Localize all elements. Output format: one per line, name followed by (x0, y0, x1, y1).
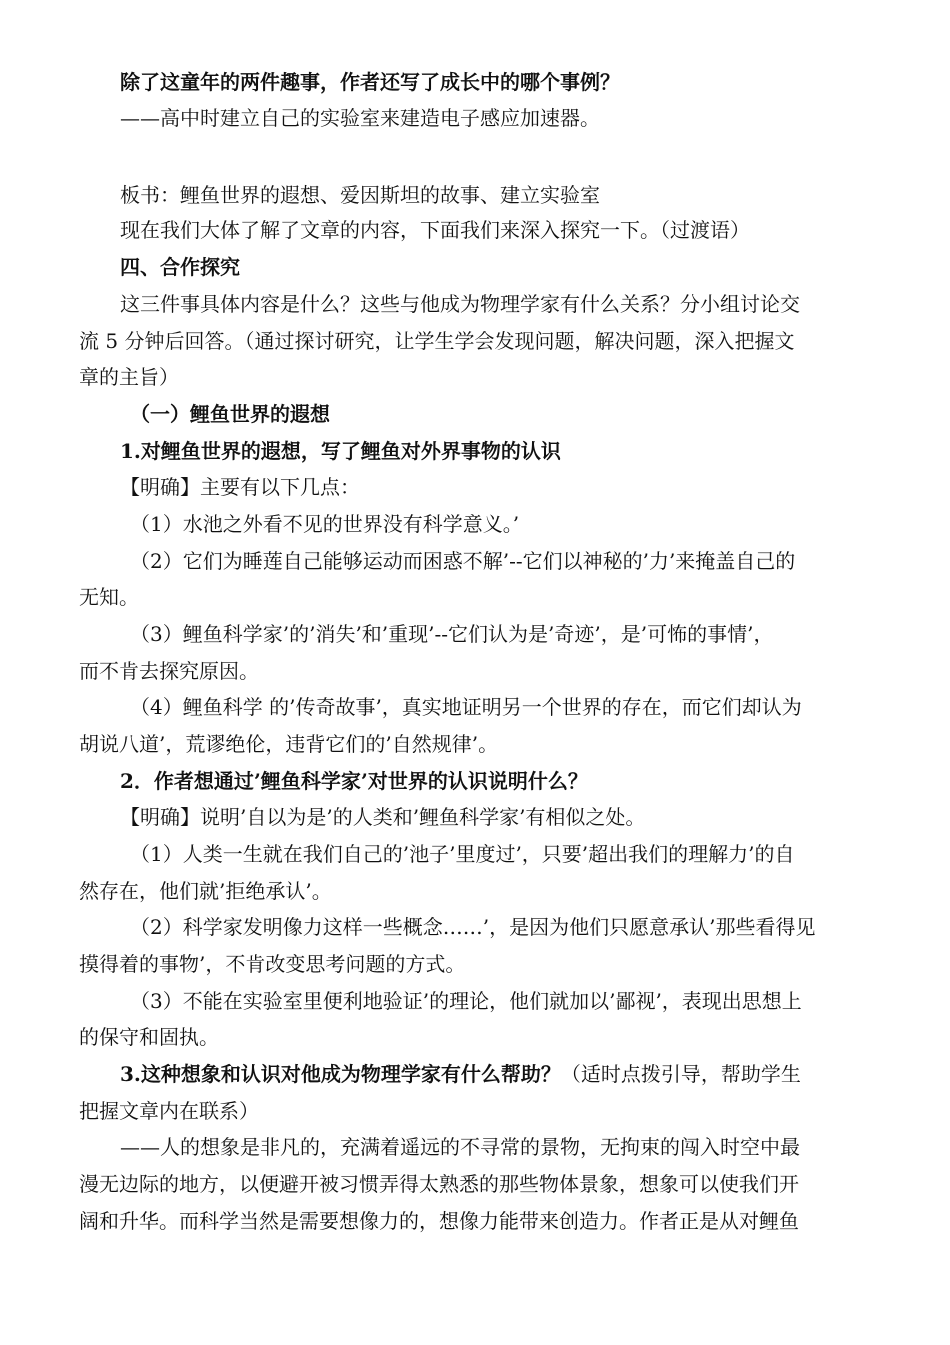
list-item: （2）科学家发明像力这样一些概念……’，是因为他们只愿意承认’那些看得见 (130, 915, 816, 939)
section-heading: 四、合作探究 (120, 255, 240, 279)
transition-line: 现在我们大体了解了文章的内容，下面我们来深入探究一下。（过渡语） (120, 218, 750, 242)
list-item-cont: 无知。 (79, 585, 139, 609)
paragraph-line: 这三件事具体内容是什么？这些与他成为物理学家有什么关系？分小组讨论交 (120, 292, 800, 316)
question-heading: 1.对鲤鱼世界的遐想，写了鲤鱼对外界事物的认识 (120, 439, 561, 463)
list-item: （4）鲤鱼科学 的’传奇故事’，真实地证明另一个世界的存在，而它们却认为 (130, 695, 802, 719)
list-item-cont: 的保守和固执。 (79, 1025, 219, 1049)
clarify-line: 【明确】主要有以下几点： (120, 475, 360, 499)
paragraph-line: 流 5 分钟后回答。（通过探讨研究，让学生学会发现问题，解决问题，深入把握文 (79, 329, 795, 353)
paragraph-line: 阔和升华。而科学当然是需要想像力的，想像力能带来创造力。作者正是从对鲤鱼 (79, 1209, 799, 1233)
list-item: （3）鲤鱼科学家’的’消失’和’重现’--它们认为是’奇迹’，是’可怖的事情’， (130, 622, 774, 646)
list-item-cont: 然存在，他们就’拒绝承认’。 (79, 879, 332, 903)
paragraph-line: ——人的想象是非凡的，充满着遥远的不寻常的景物，无拘束的闯入时空中最 (120, 1135, 800, 1159)
question-heading: 2．作者想通过’鲤鱼科学家’对世界的认识说明什么？ (120, 769, 588, 793)
paragraph-line: 漫无边际的地方，以便避开被习惯弄得太熟悉的那些物体景象，想象可以使我们开 (79, 1172, 799, 1196)
question-line (120, 1059, 801, 1089)
answer-line: ——高中时建立自己的实验室来建造电子感应加速器。 (120, 106, 600, 130)
clarify-line: 【明确】说明’自以为是’的人类和’鲤鱼科学家’有相似之处。 (120, 805, 646, 829)
paragraph-line: 章的主旨） (79, 365, 179, 389)
question-line: 除了这童年的两件趣事，作者还写了成长中的哪个事例？ (120, 70, 620, 94)
subsection-heading: （一）鲤鱼世界的遐想 (130, 402, 330, 426)
teaching-note-cont: 把握文章内在联系） (79, 1099, 259, 1123)
teaching-note: （适时点拨引导，帮助学生 (560, 1062, 801, 1086)
list-item-cont: 摸得着的事物’，不肯改变思考问题的方式。 (79, 952, 466, 976)
list-item: （1）人类一生就在我们自己的’池子’里度过’，只要’超出我们的理解力’的自 (130, 842, 795, 866)
list-item-cont: 而不肯去探究原因。 (79, 659, 259, 683)
list-item: （2）它们为睡莲自己能够运动而困惑不解’--它们以神秘的’力’来掩盖自己的 (130, 549, 796, 573)
blackboard-note: 板书：鲤鱼世界的遐想、爱因斯坦的故事、建立实验室 (120, 183, 600, 207)
list-item-cont: 胡说八道’，荒谬绝伦，违背它们的’自然规律’。 (79, 732, 499, 756)
question-heading: 3.这种想象和认识对他成为物理学家有什么帮助？ (120, 1062, 561, 1086)
list-item: （3）不能在实验室里便利地验证’的理论，他们就加以’鄙视’，表现出思想上 (130, 989, 802, 1013)
list-item: （1）水池之外看不见的世界没有科学意义。’ (130, 512, 520, 536)
